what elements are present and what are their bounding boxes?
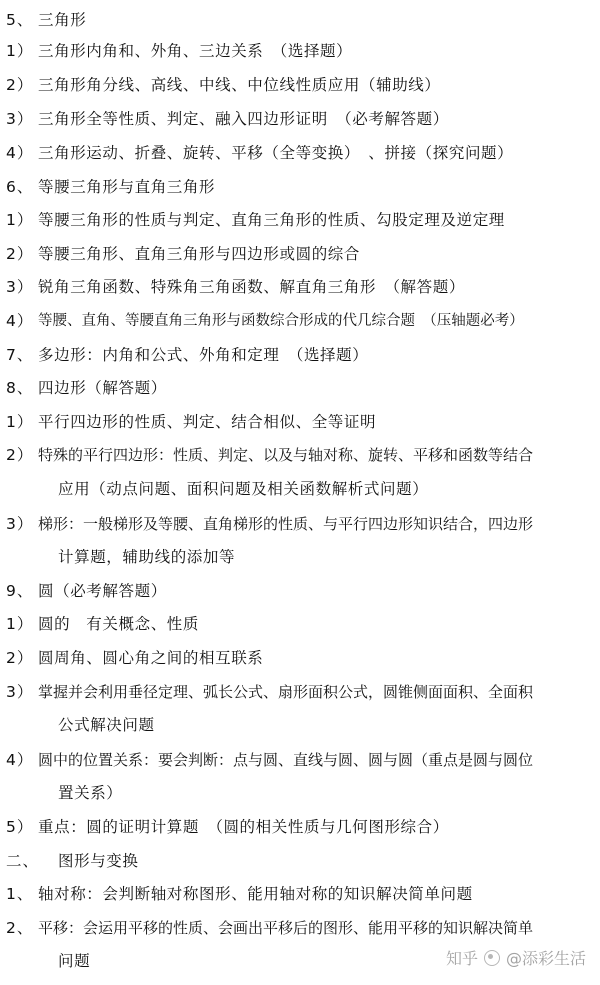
item-number: 2） xyxy=(6,76,34,94)
zhihu-logo-icon xyxy=(484,950,500,966)
item-text: 梯形：一般梯形及等腰、直角梯形的性质、与平行四边形知识结合，四边形 xyxy=(38,515,534,533)
item-number: 2） xyxy=(6,245,34,263)
list-item xyxy=(0,748,600,772)
zhihu-watermark xyxy=(446,946,586,969)
item-text: 三角形运动、折叠、旋转、平移（全等变换） 、拼接（探究问题） xyxy=(38,144,514,162)
item-text: 等腰三角形、直角三角形与四边形或圆的综合 xyxy=(38,245,361,263)
section-heading-7 xyxy=(0,343,600,367)
item-number: 5、 xyxy=(6,11,34,29)
item-text: 重点：圆的证明计算题 （圆的相关性质与几何图形综合） xyxy=(38,818,449,836)
list-item xyxy=(0,309,600,333)
item-number: 3） xyxy=(6,110,34,128)
item-number: 1） xyxy=(6,615,34,633)
item-text: 多边形：内角和公式、外角和定理 （选择题） xyxy=(38,346,369,364)
list-item xyxy=(0,612,600,636)
item-text: 图形与变换 xyxy=(58,852,139,870)
item-text: 轴对称：会判断轴对称图形、能用轴对称的知识解决简单问题 xyxy=(38,885,473,903)
list-item xyxy=(0,141,600,165)
item-text: 锐角三角函数、特殊角三角函数、解直角三角形 （解答题） xyxy=(38,278,465,296)
item-continuation: 应用（动点问题、面积问题及相关函数解析式问题） xyxy=(58,480,429,498)
item-number: 4） xyxy=(6,751,34,769)
item-number: 4） xyxy=(6,144,34,162)
item-number: 9、 xyxy=(6,582,34,600)
item-text: 等腰、直角、等腰直角三角形与函数综合形成的代几综合题 （压轴题必考） xyxy=(38,313,524,329)
item-continuation: 公式解决问题 xyxy=(58,716,155,734)
item-number: 6、 xyxy=(6,178,34,196)
list-item xyxy=(0,815,600,839)
list-item xyxy=(0,916,600,940)
item-text: 平移：会运用平移的性质、会画出平移后的图形、能用平移的知识解决简单 xyxy=(38,919,534,937)
list-item xyxy=(0,882,600,906)
item-text: 特殊的平行四边形：性质、判定、以及与轴对称、旋转、平移和函数等结合 xyxy=(38,446,534,464)
item-text: 等腰三角形与直角三角形 xyxy=(38,178,216,196)
item-number: 3） xyxy=(6,683,34,701)
list-item xyxy=(0,73,600,97)
item-text: 圆（必考解答题） xyxy=(38,582,167,600)
item-number: 二、 xyxy=(6,852,40,870)
item-continuation: 置关系） xyxy=(58,784,123,802)
item-text: 三角形内角和、外角、三边关系 （选择题） xyxy=(38,42,353,60)
item-text: 掌握并会利用垂径定理、弧长公式、扇形面积公式，圆锥侧面面积、全面积 xyxy=(38,683,534,701)
item-text: 圆中的位置关系：要会判断：点与圆、直线与圆、圆与圆（重点是圆与圆位 xyxy=(38,751,534,769)
item-number: 7、 xyxy=(6,346,34,364)
item-text: 四边形（解答题） xyxy=(38,379,167,397)
section-heading-5 xyxy=(0,8,600,32)
item-text: 等腰三角形的性质与判定、直角三角形的性质、勾股定理及逆定理 xyxy=(38,211,505,229)
list-item xyxy=(0,275,600,299)
item-continuation: 问题 xyxy=(58,952,91,970)
list-item xyxy=(0,410,600,434)
list-item xyxy=(0,680,600,704)
item-number: 2） xyxy=(6,446,34,464)
list-item xyxy=(0,512,600,536)
section-heading-6 xyxy=(0,175,600,199)
item-number: 3） xyxy=(6,515,34,533)
item-text: 三角形全等性质、判定、融入四边形证明 （必考解答题） xyxy=(38,110,449,128)
item-text: 圆周角、圆心角之间的相互联系 xyxy=(38,649,264,667)
section-heading-er xyxy=(0,849,600,873)
item-number: 4） xyxy=(6,312,34,330)
item-number: 1） xyxy=(6,42,34,60)
item-text: 平行四边形的性质、判定、结合相似、全等证明 xyxy=(38,413,377,431)
item-text: 圆的 有关概念、性质 xyxy=(38,615,200,633)
item-number: 5） xyxy=(6,818,34,836)
list-item xyxy=(0,646,600,670)
item-number: 2） xyxy=(6,649,34,667)
list-item xyxy=(0,443,600,467)
item-number: 3） xyxy=(6,278,34,296)
item-number: 2、 xyxy=(6,919,34,937)
watermark-author: @添彩生活 xyxy=(505,949,586,968)
list-item xyxy=(0,39,600,63)
section-heading-9 xyxy=(0,579,600,603)
item-number: 1） xyxy=(6,211,34,229)
list-item xyxy=(0,242,600,266)
item-number: 1、 xyxy=(6,885,34,903)
item-text: 三角形 xyxy=(38,11,87,29)
item-text: 三角形角分线、高线、中线、中位线性质应用（辅助线） xyxy=(38,76,441,94)
section-heading-8 xyxy=(0,376,600,400)
item-continuation: 计算题，辅助线的添加等 xyxy=(58,548,236,566)
list-item xyxy=(0,208,600,232)
item-number: 1） xyxy=(6,413,34,431)
list-item xyxy=(0,107,600,131)
item-number: 8、 xyxy=(6,379,34,397)
watermark-site: 知乎 xyxy=(445,949,478,968)
